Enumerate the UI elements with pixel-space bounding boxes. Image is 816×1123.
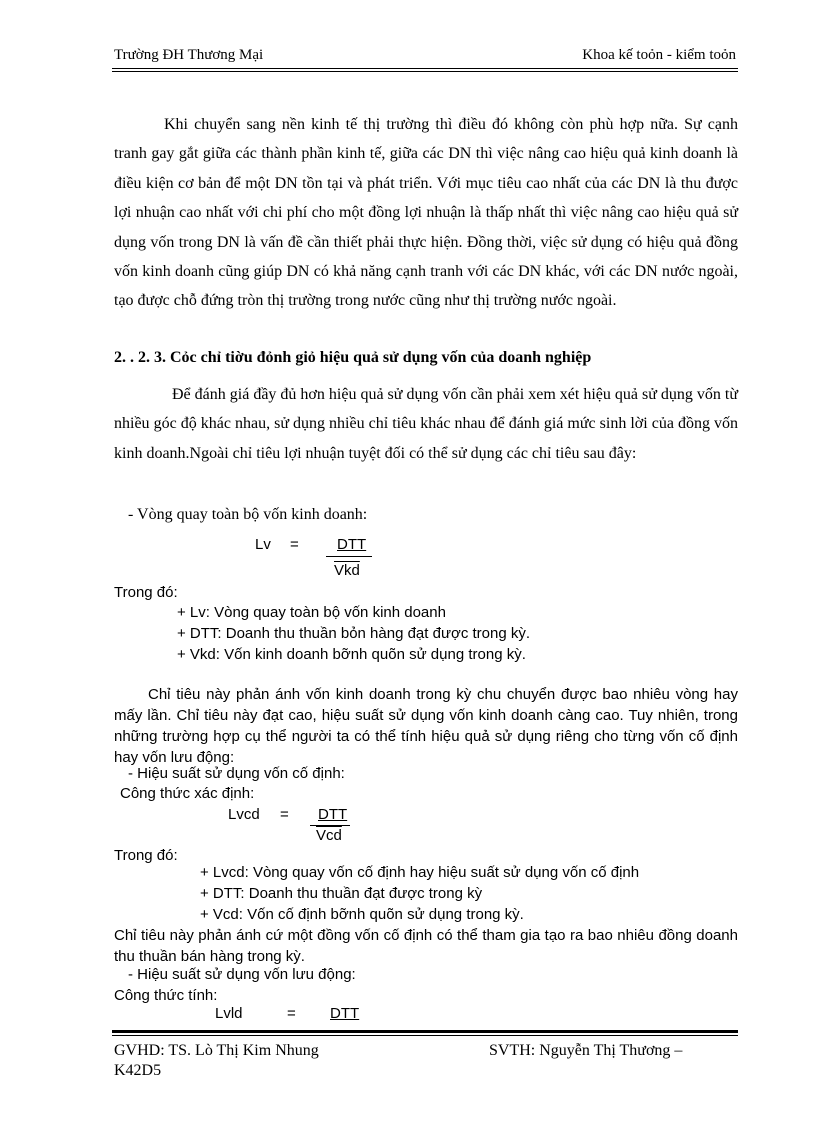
footer-right: SVTH: Nguyễn Thị Thương – (489, 1042, 683, 1059)
paragraph-1: Khi chuyển sang nền kinh tế thị trường thì điều đó không còn phù hợp nữa. Sự cạnh tranh gay gắt giữa các thành phần kinh tế, giữa các DN thì việc nâng cao hiệu quả kinh doanh là điều kiện cơ bản để một DN tồn tại và phát triển. Với mục tiêu cao nhất của các DN là thu được lợi nhuận cao nhất với chi phí cho một đồng lợi nhuận là thấp nhất thì việc nâng cao hiệu quả sử dụng vốn trong DN là vấn đề cần thiết phải thực hiện. Đồng thời, việc sử dụng có hiệu quả đồng vốn kinh doanh cũng giúp DN có khả năng cạnh tranh với các DN khác, với các DN nước ngoài, tạo được chỗ đứng tròn thị trường trong nước cũng như thị trường nước ngoài. (114, 116, 738, 310)
formula-lv-eq: = (290, 536, 299, 553)
header-rule-top (112, 68, 738, 69)
formula-lv-numerator: DTT (337, 536, 367, 553)
footer-left: GVHD: TS. Lò Thị Kim Nhung (114, 1042, 319, 1059)
formula-lvld-eq: = (287, 1005, 296, 1022)
definition-vkd: + Vkd: Vốn kinh doanh bỡnh quõn sử dụng trong kỳ. (177, 646, 526, 663)
formula-lvcd-lhs: Lvcd (228, 806, 260, 823)
formula-lvcd-denominator: $\overline{Vcd}$ (316, 827, 342, 844)
formula-title-fixed: Công thức xác định: (120, 785, 255, 802)
where-label-2: Trong đó: (114, 847, 178, 864)
fraction-bar-lvcd (310, 825, 350, 826)
footer-left-line2: K42D5 (114, 1062, 162, 1079)
formula-lvcd-eq: = (280, 806, 289, 823)
header-right: Khoa kế toỏn - kiểm toỏn (582, 47, 736, 63)
footer-rule-top (112, 1030, 738, 1033)
paragraph-4: Chỉ tiêu này phản ánh cứ một đồng vốn cố định có thể tham gia tạo ra bao nhiêu đồng doanh thu thuần bán hàng trong kỳ. (114, 927, 738, 965)
fraction-bar-lv (326, 556, 372, 557)
formula-lv-lhs: Lv (255, 536, 271, 553)
paragraph-3: Chỉ tiêu này phản ánh vốn kinh doanh trong kỳ chu chuyển được bao nhiêu vòng hay mấy lần. Chỉ tiêu này đạt cao, hiệu suất sử dụng vốn kinh doanh càng cao. Tuy nhiên, trong những trường hợp cụ thể người ta có thể tính hiệu quả sử dụng riêng cho từng vốn cố định hay vốn lưu động: (114, 686, 738, 766)
definition-dtt: + DTT: Doanh thu thuần bỏn hàng đạt được trong kỳ. (177, 625, 531, 642)
bullet-fixed-capital: - Hiệu suất sử dụng vốn cố định: (128, 765, 345, 782)
formula-lv-denominator: $\overline{Vkd}$ (334, 562, 360, 579)
formula-lvld-numerator: DTT (330, 1005, 360, 1022)
header-rule-bottom (112, 71, 738, 72)
where-label-1: Trong đó: (114, 584, 178, 601)
definition-lvcd: + Lvcd: Vòng quay vốn cố định hay hiệu suất sử dụng vốn cố định (200, 864, 640, 881)
definition-lv: + Lv: Vòng quay toàn bộ vốn kinh doanh (177, 604, 446, 621)
footer-rule-bottom (112, 1035, 738, 1036)
definition-dtt-2: + DTT: Doanh thu thuần đạt được trong kỳ (200, 885, 483, 902)
section-heading: 2. . 2. 3. Cỏc chỉ tiờu đỏnh giỏ hiệu quả sử dụng vốn của doanh nghiệp (114, 349, 592, 366)
formula-lvcd-numerator: DTT (318, 806, 348, 823)
header-left: Trường ĐH Thương Mại (114, 47, 264, 63)
paragraph-2: Để đánh giá đầy đủ hơn hiệu quả sử dụng vốn cần phải xem xét hiệu quả sử dụng vốn từ nhiều góc độ khác nhau, sử dụng nhiều chỉ tiêu khác nhau để đánh giá mức sinh lời của đồng vốn kinh doanh.Ngoài chỉ tiêu lợi nhuận tuyệt đối có thể sử dụng các chỉ tiêu sau đây: (114, 386, 738, 462)
bullet-total-capital: - Vòng quay toàn bộ vốn kinh doanh: (128, 506, 368, 523)
formula-lvld-lhs: Lvld (215, 1005, 243, 1022)
formula-title-working: Công thức tính: (114, 987, 218, 1004)
definition-vcd: + Vcd: Vốn cố định bỡnh quõn sử dụng trong kỳ. (200, 906, 524, 923)
bullet-working-capital: - Hiệu suất sử dụng vốn lưu động: (128, 966, 356, 983)
